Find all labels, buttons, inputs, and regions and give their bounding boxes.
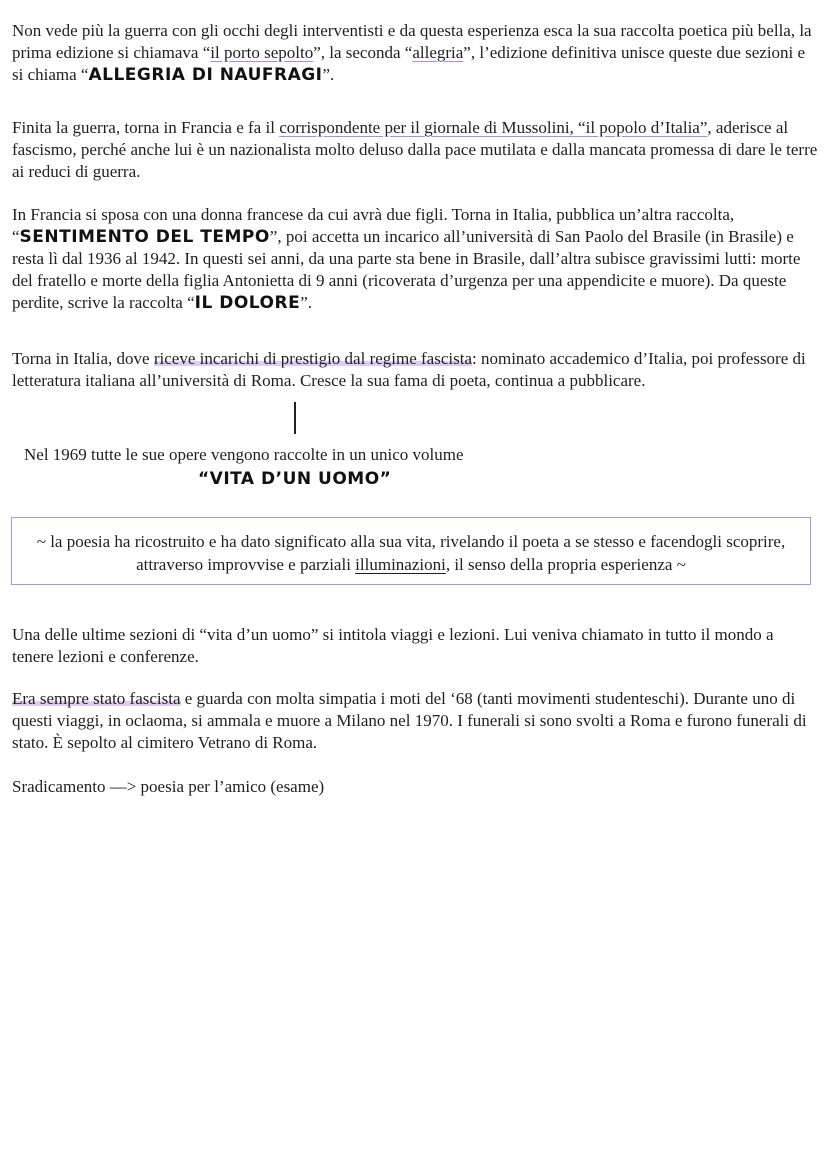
paragraph-allegria [12, 20, 818, 86]
paragraph-dopoguerra [12, 117, 818, 183]
paragraph-francia-brasile [12, 204, 818, 314]
text-span: Finita la guerra, torna in Francia e fa il [12, 118, 280, 137]
text-span: , aderisce al fascismo, perché anche lui è un nazionalista molto deluso dalla pace mutilata e dalla mancata promessa di dare le terre ai reduci di guerra. [12, 118, 818, 181]
text-span: : nominato accademico d’Italia, poi professore di letteratura italiana all’università di Roma. Cresce la sua fama di poeta, continua a pubblicare. [12, 349, 806, 390]
highlighted-phrase: riceve incarichi di prestigio dal regime fascista [153, 349, 472, 368]
text-span: ~ la poesia ha ricostruito e ha dato significato alla sua vita, rivelando il poeta a se stesso e facendogli scoprire, attraverso improvvise e parziali [36, 532, 786, 574]
text-cursor [294, 402, 296, 434]
paragraph-ritorno-italia [12, 348, 818, 392]
text-span: Sradicamento —> poesia per l’amico (esame) [12, 777, 325, 796]
paragraph-morte [12, 688, 818, 754]
underlined-phrase: allegria [412, 43, 464, 62]
text-span: ”, poi accetta un incarico all’università di San Paolo del Brasile (in Brasile) e resta lì dal 1936 al 1942. In questi sei anni, da una parte sta bene in Brasile, dall’altra subisce gravissimi lutti: morte del fratello e morte della figlia Antonietta di 9 anni (ricoverata d’urgenza per una appendicite e muore). Da queste perdite, scrive la raccolta “ [12, 227, 801, 312]
underlined-phrase: corrispondente per il giornale di Mussolini, “il popolo d’Italia” [279, 118, 708, 137]
text-span: Non vede più la guerra con gli occhi degli interventisti e da questa esperienza esca la sua raccolta poetica più bella, la prima edizione si chiamava “ [12, 21, 812, 62]
text-span: ”. [300, 293, 312, 312]
highlighted-phrase: Era sempre stato fascista [12, 689, 181, 708]
quote-box [11, 517, 811, 585]
underlined-phrase: illuminazioni [355, 555, 446, 574]
text-span: Nel 1969 tutte le sue opere vengono raccolte in un unico volume [24, 445, 464, 464]
text-span: e guarda con molta simpatia i moti del ‘68 (tanti movimenti studenteschi). Durante uno di questi viaggi, in oclaoma, si ammala e muore a Milano nel 1970. I funerali si sono svolti a Roma e furono funerali di stato. È sepolto al cimitero Vetrano di Roma. [12, 689, 807, 752]
text-span: In Francia si sposa con una donna francese da cui avrà due figli. Torna in Italia, pubblica un’altra raccolta, “ [12, 205, 735, 246]
text-span: Torna in Italia, dove [12, 349, 154, 368]
paragraph-viaggi-lezioni [12, 624, 818, 668]
paragraph-sradicamento [12, 776, 818, 798]
text-span: , il senso della propria esperienza ~ [445, 555, 686, 574]
collection-title: IL DOLORE [194, 293, 301, 313]
paragraph-1969 [24, 444, 828, 466]
collection-title: ALLEGRIA DI NAUFRAGI [88, 65, 323, 85]
underlined-phrase: il porto sepolto [210, 43, 314, 62]
text-span: ”, la seconda “ [313, 43, 413, 62]
volume-title-line [198, 468, 598, 490]
collection-title: SENTIMENTO DEL TEMPO [19, 227, 270, 247]
text-span: ”. [322, 65, 335, 84]
collection-title: “VITA D’UN UOMO” [198, 469, 392, 489]
text-span: Una delle ultime sezioni di “vita d’un uomo” si intitola viaggi e lezioni. Lui veniva chiamato in tutto il mondo a tenere lezioni e conferenze. [12, 625, 774, 666]
text-span: ”, l’edizione definitiva unisce queste due sezioni e si chiama “ [12, 43, 806, 84]
